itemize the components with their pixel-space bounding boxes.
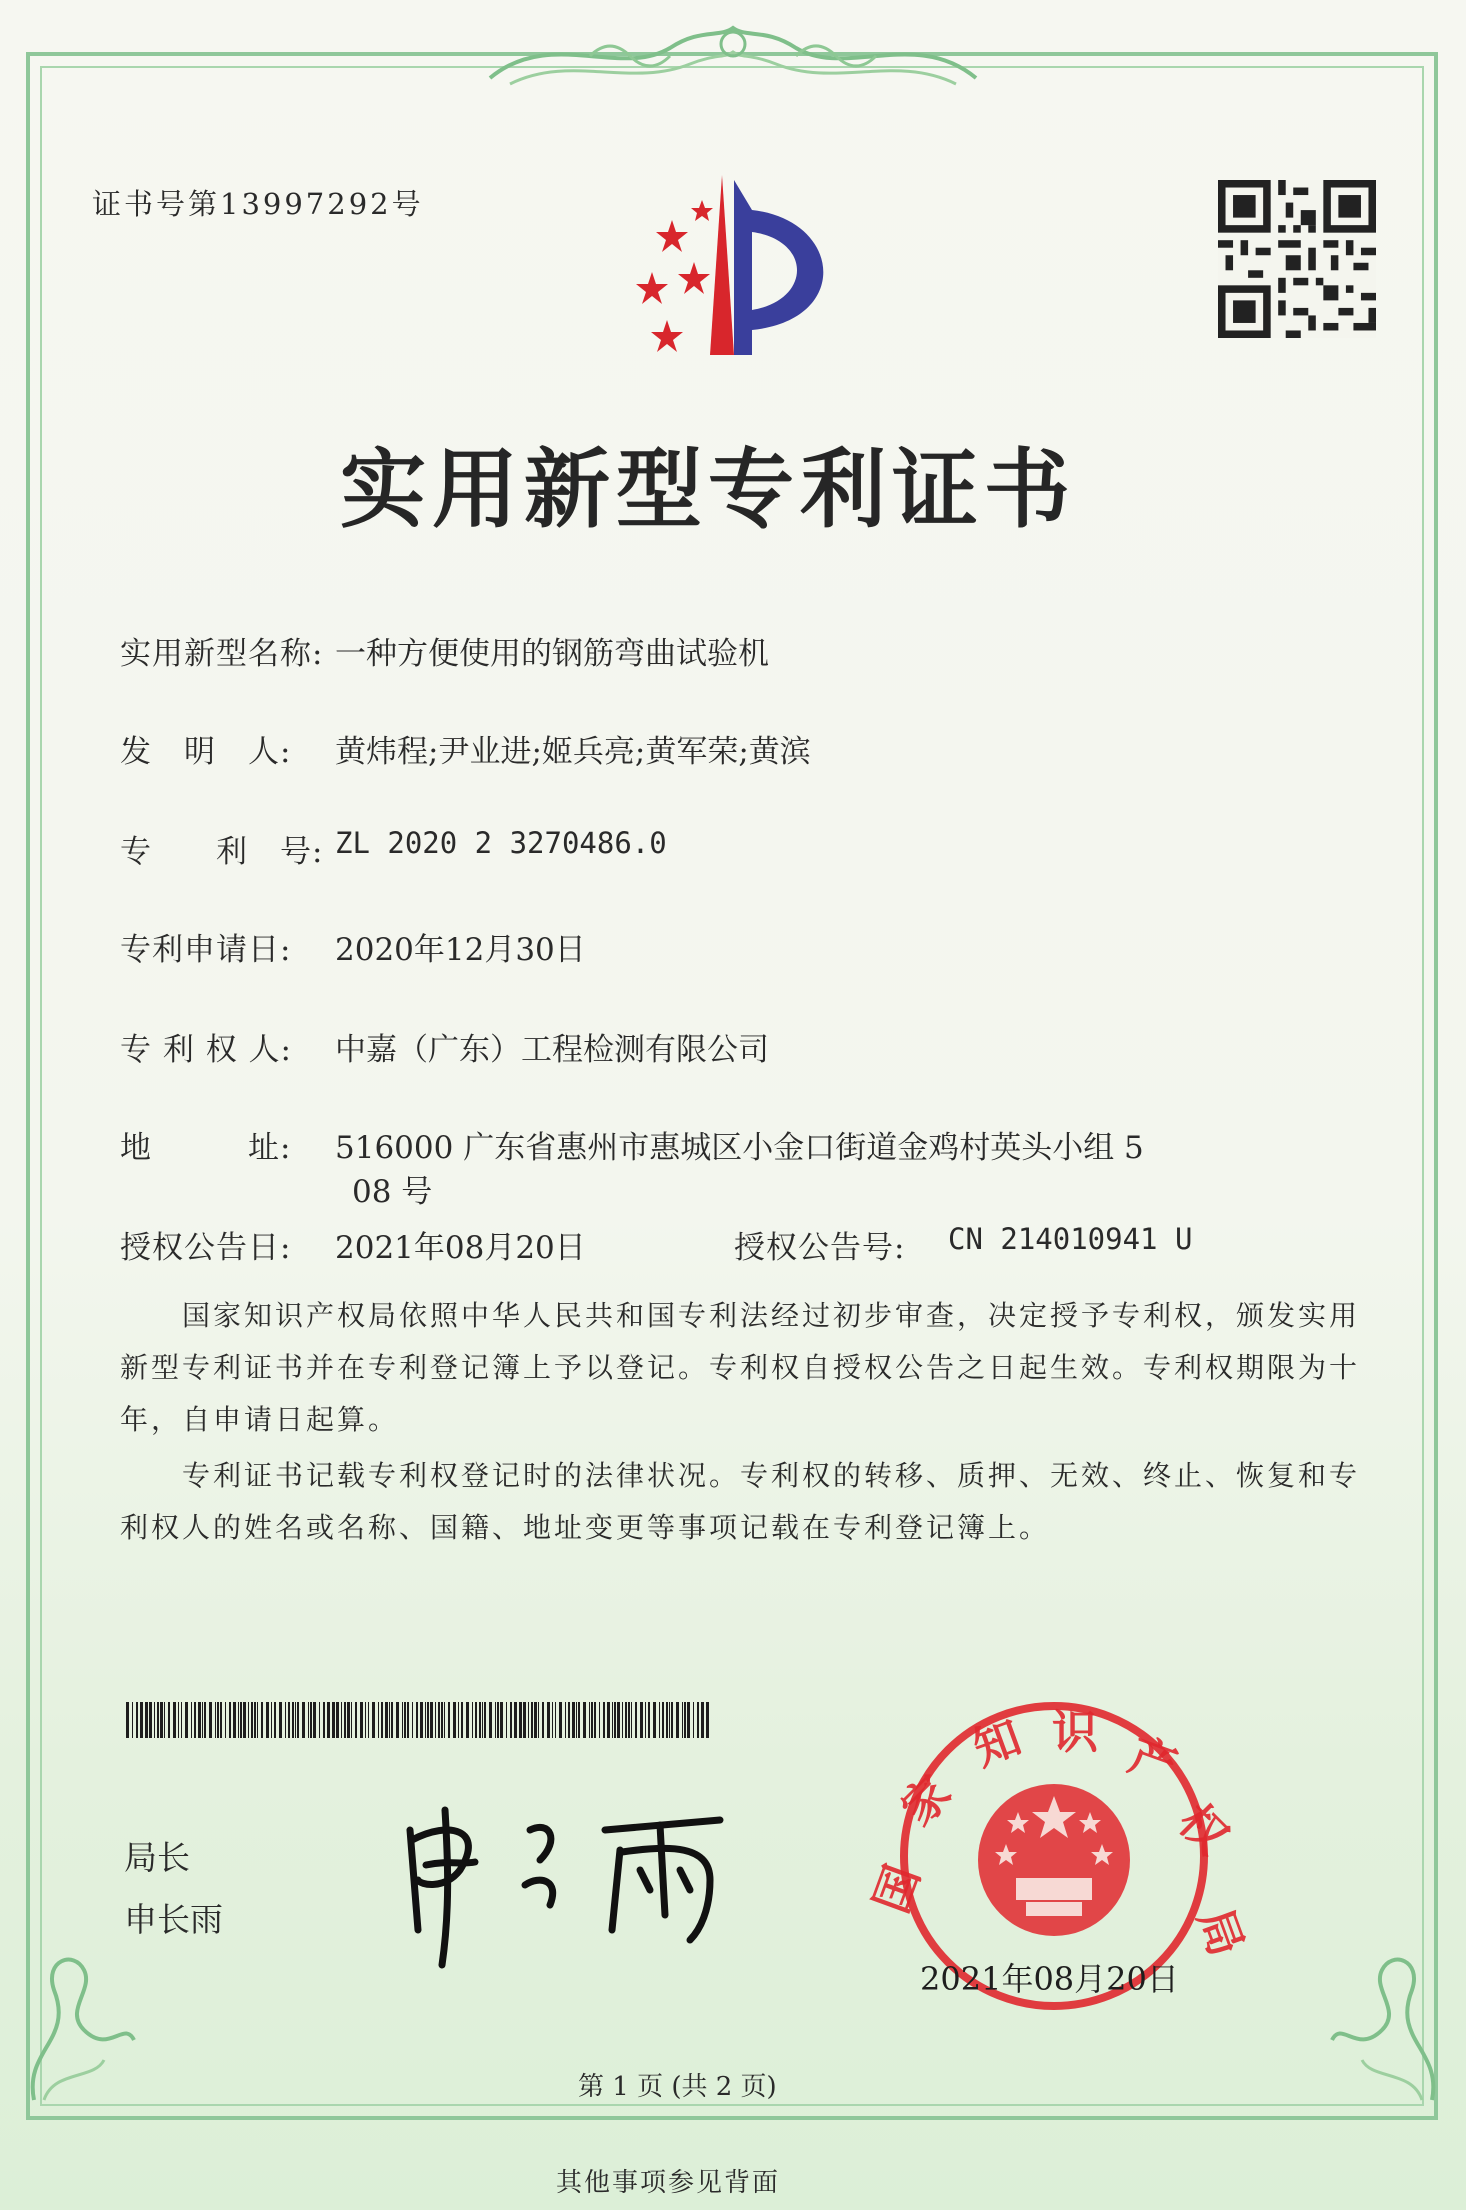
barcode-bar [495,1702,496,1738]
signer-name: 申长雨 [124,1900,223,1939]
barcode-bar [240,1702,242,1738]
barcode-bar [617,1702,620,1738]
barcode-bar [435,1702,436,1738]
inventor-value: 黄炜程;尹业进;姬兵亮;黄军荣;黄滨 [335,734,811,770]
barcode-bar [534,1702,537,1738]
patent-office-logo [612,170,862,360]
barcode-bar [360,1702,363,1738]
barcode-bar [555,1702,557,1738]
barcode-bar [500,1702,503,1738]
barcode-bar [666,1702,669,1738]
barcode-bar [225,1702,226,1738]
svg-text:家: 家 [890,1765,962,1836]
barcode-bar [178,1702,179,1738]
patent-number-value: ZL 2020 2 3270486.0 [335,826,667,860]
barcode-bar [693,1702,694,1738]
barcode-bar [257,1702,258,1738]
barcode-bar [607,1702,610,1738]
address-value-line1: 516000 广东省惠州市惠城区小金口街道金鸡村英头小组 5 [335,1130,1144,1166]
barcode-bar [355,1702,357,1738]
barcode-bar [701,1702,704,1738]
barcode-bar [484,1702,486,1738]
barcode-bar [229,1702,231,1738]
barcode-bar [466,1702,469,1738]
barcode [126,1702,710,1738]
barcode-bar [684,1702,686,1738]
barcode-bar [319,1702,320,1738]
barcode-bar [614,1702,616,1738]
barcode-bar [519,1702,520,1738]
barcode-bar [402,1702,403,1738]
grant-number-label: 授权公告号: [734,1230,906,1266]
barcode-bar [217,1702,219,1738]
barcode-bar [368,1702,370,1738]
barcode-bar [591,1702,593,1738]
barcode-bar [204,1702,206,1738]
legal-paragraph-2: 专利证书记载专利权登记时的法律状况。专利权的转移、质押、无效、终止、恢复和专利权人的姓名或名称、国籍、地址变更等事项记载在专利登记簿上。 [120,1459,1361,1544]
barcode-bar [514,1702,517,1738]
patent-number-label: 专 利 号: [120,834,324,870]
barcode-bar [251,1702,253,1738]
barcode-bar [396,1702,399,1738]
certificate-number: 证书号第13997292号 [92,187,424,221]
barcode-bar [215,1702,216,1738]
barcode-bar [220,1702,223,1738]
barcode-bar [140,1702,143,1738]
barcode-bar [631,1702,632,1738]
barcode-bar [542,1702,544,1738]
barcode-bar [559,1702,562,1738]
barcode-bar [308,1702,309,1738]
barcode-bar [378,1702,379,1738]
barcode-bar [181,1702,183,1738]
barcode-bar [510,1702,512,1738]
barcode-bar [662,1702,664,1738]
barcode-bar [489,1702,492,1738]
barcode-bar [497,1702,499,1738]
barcode-bar [475,1702,477,1738]
barcode-bar [538,1702,539,1738]
barcode-bar [659,1702,660,1738]
barcode-bar [552,1702,553,1738]
svg-text:局: 局 [1187,1901,1255,1963]
barcode-bar [640,1702,643,1738]
barcode-bar [254,1702,257,1738]
name-label: 实用新型名称: [120,636,324,672]
barcode-bar [707,1702,709,1738]
barcode-bar [547,1702,550,1738]
barcode-bar [302,1702,305,1738]
barcode-bar [351,1702,352,1738]
barcode-bar [404,1702,406,1738]
barcode-bar [531,1702,533,1738]
barcode-bar [622,1702,623,1738]
barcode-bar [136,1702,138,1738]
barcode-bar [327,1702,330,1738]
barcode-bar [313,1702,316,1738]
barcode-bar [572,1702,575,1738]
name-value: 一种方便使用的钢筋弯曲试验机 [335,636,769,672]
barcode-bar [132,1702,133,1738]
grant-date-value: 2021年08月20日 [335,1230,586,1266]
barcode-bar [603,1702,605,1738]
barcode-bar [407,1702,410,1738]
barcode-bar [453,1702,456,1738]
barcode-bar [706,1702,707,1738]
barcode-bar [271,1702,272,1738]
holder-value: 中嘉（广东）工程检测有限公司 [335,1032,769,1068]
barcode-bar [333,1702,335,1738]
barcode-bar [628,1702,631,1738]
barcode-bar [191,1702,192,1738]
barcode-bar [279,1702,282,1738]
barcode-bar [173,1702,176,1738]
barcode-bar [583,1702,586,1738]
barcode-bar [295,1702,296,1738]
grant-number-value: CN 214010941 U [948,1222,1193,1256]
barcode-bar [565,1702,566,1738]
barcode-bar [458,1702,459,1738]
barcode-bar [194,1702,196,1738]
barcode-bar [248,1702,249,1738]
barcode-bar [427,1702,429,1738]
barcode-bar [594,1702,597,1738]
barcode-bar [568,1702,570,1738]
barcode-bar [126,1702,129,1738]
barcode-bar [238,1702,239,1738]
barcode-bar [292,1702,295,1738]
certificate-title: 实用新型专利证书 [340,440,1076,540]
barcode-bar [336,1702,339,1738]
qr-code [1218,180,1376,338]
barcode-bar [266,1702,269,1738]
barcode-bar [441,1702,444,1738]
barcode-bar [154,1702,155,1738]
barcode-bar [347,1702,350,1738]
barcode-bar [288,1702,290,1738]
barcode-bar [523,1702,526,1738]
barcode-bar [671,1702,673,1738]
barcode-bar [528,1702,529,1738]
barcode-bar [461,1702,463,1738]
barcode-bar [589,1702,590,1738]
barcode-bar [185,1702,188,1738]
barcode-bar [323,1702,325,1738]
barcode-bar [645,1702,646,1738]
apply-date-value: 2020年12月30日 [335,932,586,968]
barcode-bar [576,1702,577,1738]
barcode-bar [444,1702,445,1738]
address-value-line2: 08 号 [352,1174,433,1210]
barcode-bar [612,1702,613,1738]
svg-text:产: 产 [1122,1727,1184,1795]
barcode-bar [160,1702,163,1738]
bottom-left-ornament [14,1930,144,2110]
barcode-bar [438,1702,440,1738]
barcode-bar [648,1702,650,1738]
barcode-bar [425,1702,426,1738]
barcode-bar [285,1702,286,1738]
address-label: 地 址: [120,1130,292,1166]
barcode-bar [682,1702,683,1738]
barcode-bar [297,1702,299,1738]
svg-text:识: 识 [1052,1705,1098,1759]
barcode-bar [310,1702,312,1738]
barcode-bar [420,1702,423,1738]
inventor-label: 发 明 人: [120,734,292,770]
barcode-bar [578,1702,580,1738]
barcode-bar [274,1702,276,1738]
barcode-bar [164,1702,165,1738]
barcode-bar [448,1702,450,1738]
barcode-bar [209,1702,212,1738]
back-note: 其他事项参见背面 [556,2168,781,2198]
apply-date-label: 专利申请日: [120,932,292,968]
barcode-bar [635,1702,637,1738]
barcode-bar [676,1702,679,1738]
barcode-bar [385,1702,388,1738]
barcode-bar [687,1702,690,1738]
holder-label: 专 利 权 人: [120,1032,293,1068]
barcode-bar [669,1702,670,1738]
barcode-bar [341,1702,342,1738]
barcode-bar [202,1702,203,1738]
barcode-bar [625,1702,627,1738]
barcode-bar [261,1702,263,1738]
barcode-bar [653,1702,656,1738]
barcode-bar [506,1702,507,1738]
seal-date: 2021年08月20日 [920,1960,1179,1998]
grant-date-label: 授权公告日: [120,1230,292,1266]
barcode-bar [697,1702,699,1738]
barcode-bar [472,1702,473,1738]
barcode-bar [243,1702,246,1738]
barcode-bar [168,1702,170,1738]
barcode-bar [520,1702,522,1738]
barcode-bar [381,1702,383,1738]
barcode-bar [372,1702,375,1738]
handwritten-signature [390,1790,750,1970]
barcode-bar [482,1702,483,1738]
svg-text:国: 国 [863,1858,931,1920]
barcode-bar [233,1702,236,1738]
barcode-bar [146,1702,148,1738]
svg-text:权: 权 [1168,1793,1239,1865]
barcode-bar [332,1702,333,1738]
barcode-bar [412,1702,413,1738]
page-indicator: 第 1 页 (共 2 页) [578,2072,777,2102]
barcode-bar [391,1702,393,1738]
barcode-bar [365,1702,366,1738]
bottom-right-ornament [1322,1930,1452,2110]
top-ornament [470,18,996,98]
barcode-bar [198,1702,201,1738]
signer-role: 局长 [124,1838,190,1877]
barcode-bar [389,1702,390,1738]
legal-paragraph-1: 国家知识产权局依照中华人民共和国专利法经过初步审查，决定授予专利权，颁发实用新型专利证书并在专利登记簿上予以登记。专利权自授权公告之日起生效。专利权期限为十年，自申请日起算。 [120,1299,1361,1436]
barcode-bar [416,1702,418,1738]
barcode-bar [344,1702,346,1738]
barcode-bar [430,1702,433,1738]
barcode-bar [599,1702,600,1738]
barcode-bar [145,1702,146,1738]
barcode-bar [479,1702,482,1738]
barcode-bar [149,1702,152,1738]
svg-text:知: 知 [966,1709,1028,1777]
barcode-bar [157,1702,159,1738]
